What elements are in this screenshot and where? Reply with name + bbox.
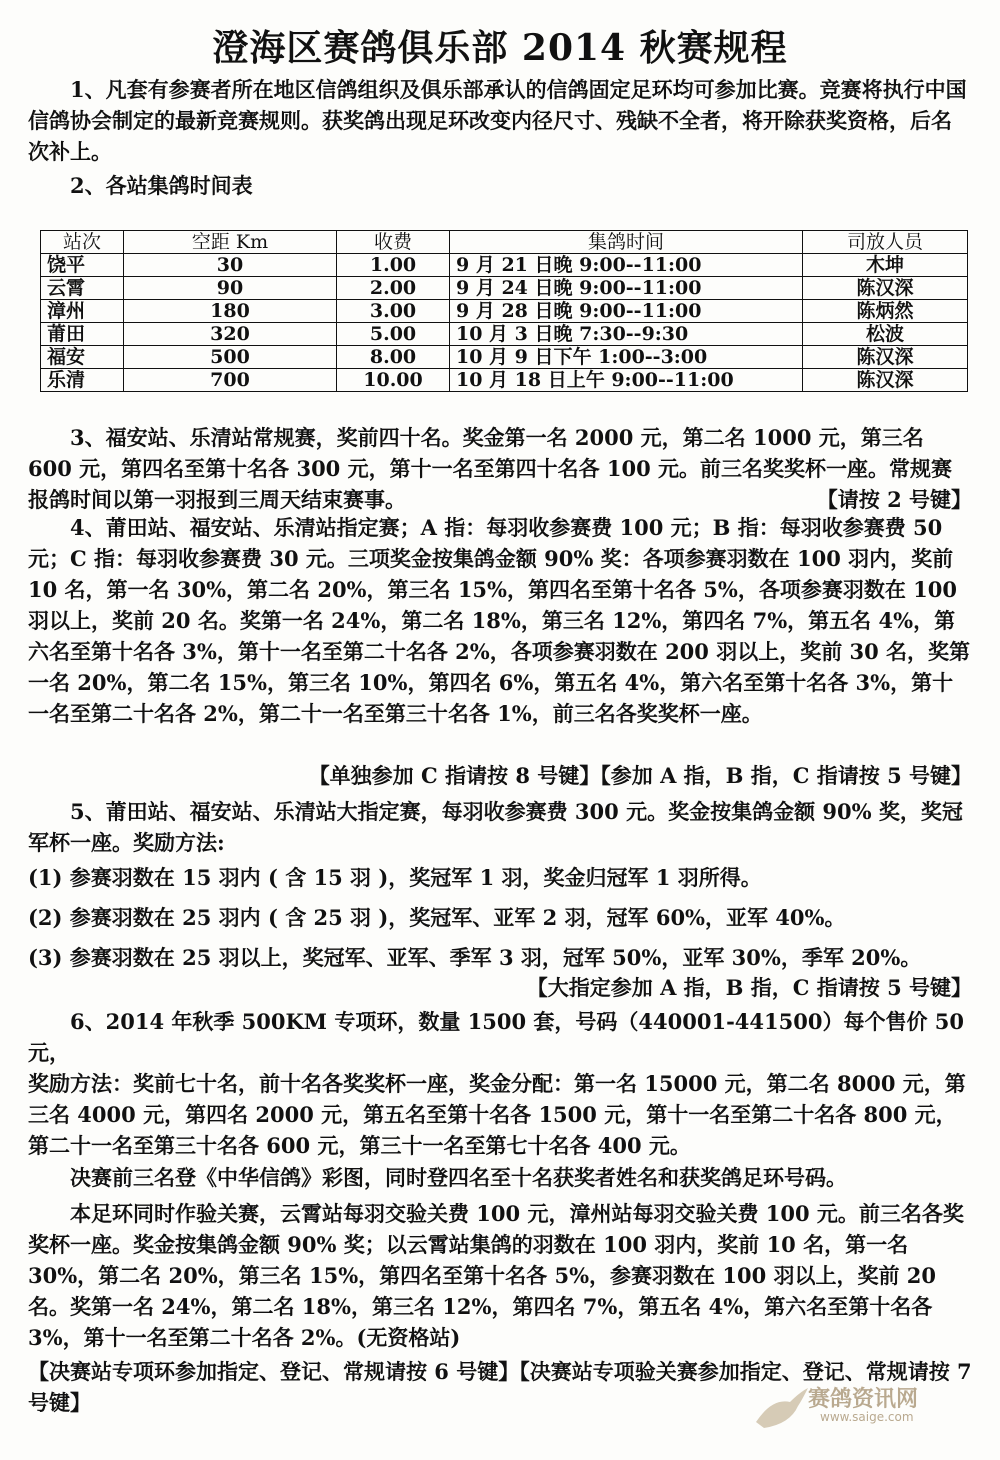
cell-station: 福安 — [41, 346, 124, 369]
rule-5-item-3: (3) 参赛羽数在 25 羽以上，奖冠军、亚军、季军 3 羽，冠军 50%，亚军 30%，季军 20%。 — [28, 945, 922, 970]
cell-time: 9 月 28 日晚 9:00--11:00 — [450, 300, 803, 323]
cell-time: 10 月 3 日晚 7:30--9:30 — [450, 323, 803, 346]
cell-station: 莆田 — [41, 323, 124, 346]
table-row — [41, 277, 968, 300]
watermark-text: 赛鸽资讯网 — [808, 1387, 919, 1412]
table-row — [41, 300, 968, 323]
cell-distance: 30 — [124, 254, 337, 277]
cell-fee: 3.00 — [337, 300, 450, 323]
cell-fee: 5.00 — [337, 323, 450, 346]
rule-5-item-1: (1) 参赛羽数在 15 羽内 ( 含 15 羽 )，奖冠军 1 羽，奖金归冠军 1 羽所得。 — [28, 865, 762, 890]
cell-station: 云霄 — [41, 277, 124, 300]
cell-releaser: 陈汉深 — [803, 277, 968, 300]
header-time: 集鸽时间 — [450, 231, 803, 254]
cell-fee: 2.00 — [337, 277, 450, 300]
cell-time: 10 月 9 日下午 1:00--3:00 — [450, 346, 803, 369]
document-title: 澄海区赛鸽俱乐部 2014 秋赛规程 — [212, 27, 788, 69]
rule-3: 3、福安站、乐清站常规赛，奖前四十名。奖金第一名 2000 元，第二名 1000 元，第三名 600 元，第四名至第十名各 300 元，第十一名至第四十名各 100 元。前三名奖奖杯一座。常规赛报鸽时间以第一羽报到三周天结束赛事。 — [28, 425, 953, 512]
table-row — [41, 254, 968, 277]
rule-6: 6、2014 年秋季 500KM 专项环，数量 1500 套，号码（440001-441500）每个售价 50 元， — [28, 1009, 964, 1065]
header-station: 站次 — [41, 231, 124, 254]
rule-6-key: 【决赛站专项环参加指定、登记、常规请按 6 号键】【决赛站专项验关赛参加指定、登记、常规请按 7 号键】 — [28, 1359, 972, 1415]
rule-5-key: 【大指定参加 A 指，B 指，C 指请按 5 号键】 — [526, 975, 972, 1000]
cell-time: 9 月 24 日晚 9:00--11:00 — [450, 277, 803, 300]
cell-releaser: 陈炳然 — [803, 300, 968, 323]
header-releaser: 司放人员 — [803, 231, 968, 254]
cell-distance: 500 — [124, 346, 337, 369]
rule-3-key: 【请按 2 号键】 — [816, 487, 972, 512]
cell-time: 10 月 18 日上午 9:00--11:00 — [450, 369, 803, 392]
cell-station: 饶平 — [41, 254, 124, 277]
cell-distance: 700 — [124, 369, 337, 392]
rule-5: 5、莆田站、福安站、乐清站大指定赛，每羽收参赛费 300 元。奖金按集鸽金额 90% 奖，奖冠军杯一座。奖励方法: — [28, 799, 963, 855]
cell-releaser: 松波 — [803, 323, 968, 346]
cell-distance: 320 — [124, 323, 337, 346]
rule-4: 4、莆田站、福安站、乐清站指定赛；A 指：每羽收参赛费 100 元；B 指：每羽收参赛费 50 元；C 指：每羽收参赛费 30 元。三项奖金按集鸽金额 90% 奖：各项参赛羽数在 100 羽内，奖前 10 名，第一名 30%，第二名 20%，第三名 15%，第四名至第十名各 5%，各项参赛羽数在 100 羽以上，奖前 20 名。奖第一名 24%，第二名 18%，第三名 12%，第四名 7%，第五名 4%，第六名至第十名各 3%，第十一名至第二十名各 2%，各项参赛羽数在 200 羽以上，奖前 30 名，奖第一名 20%，第二名 15%，第三名 10%，第四名 6%，第五名 4%，第六名至第十名各 3%，第十一名至第二十名各 2%，第二十一名至第三十名各 1%，前三名各奖奖杯一座。 — [28, 515, 971, 726]
rule-5-item-2: (2) 参赛羽数在 25 羽内 ( 含 25 羽 )，奖冠军、亚军 2 羽，冠军 60%，亚军 40%。 — [28, 905, 846, 930]
watermark-url: www.saige.com — [820, 1410, 914, 1424]
cell-releaser: 木坤 — [803, 254, 968, 277]
table-row — [41, 369, 968, 392]
table-row — [41, 323, 968, 346]
cell-time: 9 月 21 日晚 9:00--11:00 — [450, 254, 803, 277]
cell-fee: 10.00 — [337, 369, 450, 392]
rule-1: 1、凡套有参赛者所在地区信鸽组织及俱乐部承认的信鸽固定足环均可参加比赛。竞赛将执行中国信鸽协会制定的最新竞赛规则。获奖鸽出现足环改变内径尺寸、残缺不全者，将开除获奖资格，后名次补上。 — [28, 77, 967, 164]
rule-6-final: 决赛前三名登《中华信鸽》彩图，同时登四名至十名获奖者姓名和获奖鸽足环号码。 — [70, 1165, 847, 1190]
rule-4-key: 【单独参加 C 指请按 8 号键】【参加 A 指，B 指，C 指请按 5 号键】 — [308, 763, 972, 788]
pigeon-logo-icon — [750, 1378, 810, 1438]
cell-releaser: 陈汉深 — [803, 369, 968, 392]
cell-distance: 90 — [124, 277, 337, 300]
rule-6-verify: 本足环同时作验关赛，云霄站每羽交验关费 100 元，漳州站每羽交验关费 100 元。前三名各奖奖杯一座。奖金按集鸽金额 90% 奖；以云霄站集鸽的羽数在 100 羽内，奖前 10 名，第一名 30%，第二名 20%，第三名 15%，第四名至第十名各 5%，参赛羽数在 100 羽以上，奖前 20 名。奖第一名 24%，第二名 18%，第三名 12%，第四名 7%，第五名 4%，第六名至第十名各 3%，第十一名至第二十名各 2%。(无资格站) — [28, 1201, 964, 1350]
rule-6-award: 奖励方法：奖前七十名，前十名各奖奖杯一座，奖金分配：第一名 15000 元，第二名 8000 元，第三名 4000 元，第四名 2000 元，第五名至第十名各 1500 元，第十一名至第二十名各 800 元，第二十一名至第三十名各 600 元，第三十一名至第七十名各 400 元。 — [28, 1071, 966, 1158]
cell-fee: 8.00 — [337, 346, 450, 369]
table-row — [41, 346, 968, 369]
rule-2-heading: 2、各站集鸽时间表 — [70, 173, 253, 198]
schedule-table — [40, 230, 968, 392]
cell-fee: 1.00 — [337, 254, 450, 277]
cell-station: 漳州 — [41, 300, 124, 323]
table-header-row — [41, 231, 968, 254]
cell-distance: 180 — [124, 300, 337, 323]
header-distance: 空距 Km — [124, 231, 337, 254]
cell-station: 乐清 — [41, 369, 124, 392]
header-fee: 收费 — [337, 231, 450, 254]
cell-releaser: 陈汉深 — [803, 346, 968, 369]
watermark — [750, 1378, 960, 1438]
